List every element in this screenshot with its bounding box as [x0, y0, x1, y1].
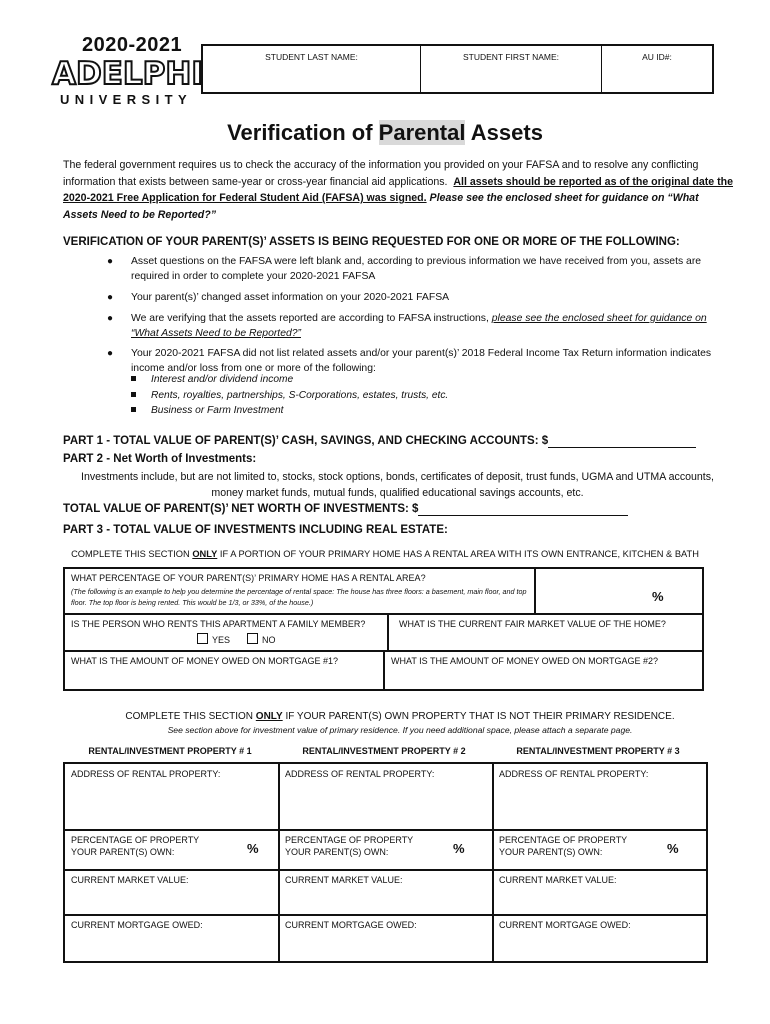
property-3-market-value[interactable]: CURRENT MARKET VALUE: — [499, 875, 617, 885]
list-item: ● Your 2020-2021 FAFSA did not list related assets and/or your parent(s)’ 2018 Federal Income Tax Return information indicates income and/or loss from one or more of the following: — [107, 348, 712, 374]
property-2-percentage[interactable]: PERCENTAGE OF PROPERTY YOUR PARENT(S) OWN: — [285, 835, 414, 857]
market-value-question: WHAT IS THE CURRENT FAIR MARKET VALUE OF THE HOME? — [399, 619, 666, 629]
property-3-heading: RENTAL/INVESTMENT PROPERTY # 3 — [516, 746, 680, 756]
title-highlight: Parental — [378, 120, 466, 145]
income-sublist — [129, 372, 689, 419]
part1-label: PART 1 - TOTAL VALUE OF PARENT(S)’ CASH, SAVINGS, AND CHECKING ACCOUNTS: $ — [63, 435, 696, 448]
part2-description: Investments include, but are not limited to, stocks, stock options, bonds, certificates of deposit, trust funds, UGMA and UTMA accounts, money market funds, mutual funds, qualified educational savings accounts, etc. — [81, 471, 714, 499]
no-checkbox[interactable] — [247, 633, 258, 644]
part2-amount-field[interactable] — [418, 503, 628, 516]
property-3-address[interactable]: ADDRESS OF RENTAL PROPERTY: — [499, 769, 649, 779]
percent-sign: % — [652, 589, 664, 604]
rental-percentage-example: (The following is an example to help you determine the percentage of rental space: The house has three floors: a basement, main floor, and top floor. The top floor is being rented. This would be 1/3, or 33%, of the house.) — [71, 587, 527, 607]
part3-heading: PART 3 - TOTAL VALUE OF INVESTMENTS INCLUDING REAL ESTATE: — [63, 524, 448, 536]
market-value-field[interactable] — [399, 619, 699, 629]
property-2-mortgage[interactable]: CURRENT MORTGAGE OWED: — [285, 920, 417, 930]
intro-guidance: Please see the enclosed sheet for guidance on “What Assets Need to be Reported?” — [63, 192, 699, 221]
list-item: ● Asset questions on the FAFSA were left blank and, according to previous information we have received from you, assets are required in order to complete your 2020-2021 FAFSA — [107, 256, 702, 282]
property-2-percent-sign: % — [453, 841, 465, 856]
property-2-heading: RENTAL/INVESTMENT PROPERTY # 2 — [302, 746, 466, 756]
guidance-link[interactable]: please see the enclosed sheet for guidance on “What Assets Need to be Reported?” — [131, 313, 707, 339]
property-1-percent-sign: % — [247, 841, 259, 856]
student-last-name-field[interactable] — [203, 46, 421, 92]
mortgage2-question: WHAT IS THE AMOUNT OF MONEY OWED ON MORTGAGE #2? — [391, 656, 659, 666]
list-item: ● We are verifying that the assets reported are according to FAFSA instructions, please see the enclosed sheet for guidance on “What Assets Need to be Reported?” — [107, 313, 707, 339]
property-1-mortgage[interactable]: CURRENT MORTGAGE OWED: — [71, 920, 203, 930]
no-label: NO — [262, 635, 276, 645]
logo-name: ADELPHI — [52, 56, 203, 92]
property-1-market-value[interactable]: CURRENT MARKET VALUE: — [71, 875, 189, 885]
property-2-market-value[interactable]: CURRENT MARKET VALUE: — [285, 875, 403, 885]
student-info-box — [201, 44, 714, 94]
student-first-name-label: STUDENT FIRST NAME: — [462, 52, 560, 62]
student-last-name-label: STUDENT LAST NAME: — [265, 52, 358, 62]
intro-paragraph: The federal government requires us to check the accuracy of the information you provided on your FAFSA and to resolve any conflicting information that exists between same-year or cross-year financial aid applications. All assets should be reported as of the original date the 2020-2021 Free Application for Federal Student Aid (FAFSA) was signed. Please see the enclosed sheet for guidance on “What Assets Need to be Reported?” — [63, 159, 734, 221]
property-1-address[interactable]: ADDRESS OF RENTAL PROPERTY: — [71, 769, 221, 779]
mortgage1-question: WHAT IS THE AMOUNT OF MONEY OWED ON MORTGAGE #1? — [71, 656, 339, 666]
rental-note-italic: See section above for investment value of primary residence. If you need additional space, please attach a separate page. — [167, 725, 633, 735]
rental-percentage-field[interactable] — [71, 573, 531, 608]
family-member-field — [71, 619, 383, 645]
property-3-mortgage[interactable]: CURRENT MORTGAGE OWED: — [499, 920, 631, 930]
verification-heading: VERIFICATION OF YOUR PARENT(S)’ ASSETS IS BEING REQUESTED FOR ONE OR MORE OF THE FOLLOWING: — [63, 236, 680, 248]
mortgage1-field[interactable] — [71, 656, 381, 666]
rental-properties-table — [63, 762, 708, 963]
property-1-heading: RENTAL/INVESTMENT PROPERTY # 1 — [88, 746, 252, 756]
rental-percentage-question: WHAT PERCENTAGE OF YOUR PARENT(S)’ PRIMARY HOME HAS A RENTAL AREA? — [71, 573, 426, 583]
property-1-percentage[interactable]: PERCENTAGE OF PROPERTY YOUR PARENT(S) OWN: — [71, 835, 200, 857]
mortgage2-field[interactable] — [391, 656, 697, 666]
part2-total-label: TOTAL VALUE OF PARENT(S)’ NET WORTH OF INVESTMENTS: $ — [63, 503, 628, 516]
primary-home-table — [63, 567, 704, 691]
page-title: Verification of Parental Assets — [227, 120, 543, 145]
au-id-label: AU ID#: — [642, 52, 672, 62]
verification-list — [107, 254, 731, 376]
student-first-name-field[interactable] — [421, 46, 602, 92]
property-3-percentage[interactable]: PERCENTAGE OF PROPERTY YOUR PARENT(S) OWN: — [499, 835, 628, 857]
family-member-question: IS THE PERSON WHO RENTS THIS APARTMENT A FAMILY MEMBER? — [71, 619, 366, 629]
list-item: Business or Farm Investment — [129, 403, 689, 419]
part3-note: COMPLETE THIS SECTION ONLY IF A PORTION OF YOUR PRIMARY HOME HAS A RENTAL AREA WITH ITS OWN ENTRANCE, KITCHEN & BATH — [71, 549, 699, 559]
yes-checkbox[interactable] — [197, 633, 208, 644]
au-id-field[interactable] — [602, 46, 712, 92]
part2-heading: PART 2 - Net Worth of Investments: — [63, 453, 257, 465]
property-2-address[interactable]: ADDRESS OF RENTAL PROPERTY: — [285, 769, 435, 779]
yes-label: YES — [212, 635, 231, 645]
rental-note: COMPLETE THIS SECTION ONLY IF YOUR PARENT(S) OWN PROPERTY THAT IS NOT THEIR PRIMARY RESIDENCE. — [125, 711, 675, 722]
property-3-percent-sign: % — [667, 841, 679, 856]
list-item: Interest and/or dividend income — [129, 372, 689, 388]
logo-year: 2020-2021 — [82, 34, 183, 56]
list-item: ● Your parent(s)’ changed asset information on your 2020-2021 FAFSA — [107, 292, 450, 303]
logo-university: UNIVERSITY — [60, 92, 193, 107]
list-item: Rents, royalties, partnerships, S-Corporations, estates, trusts, etc. — [129, 388, 689, 404]
part1-amount-field[interactable] — [548, 435, 696, 448]
intro-bold-note: All assets should be reported as of the original date the 2020-2021 Free Application for Federal Student Aid (FAFSA) was signed. — [63, 175, 734, 204]
